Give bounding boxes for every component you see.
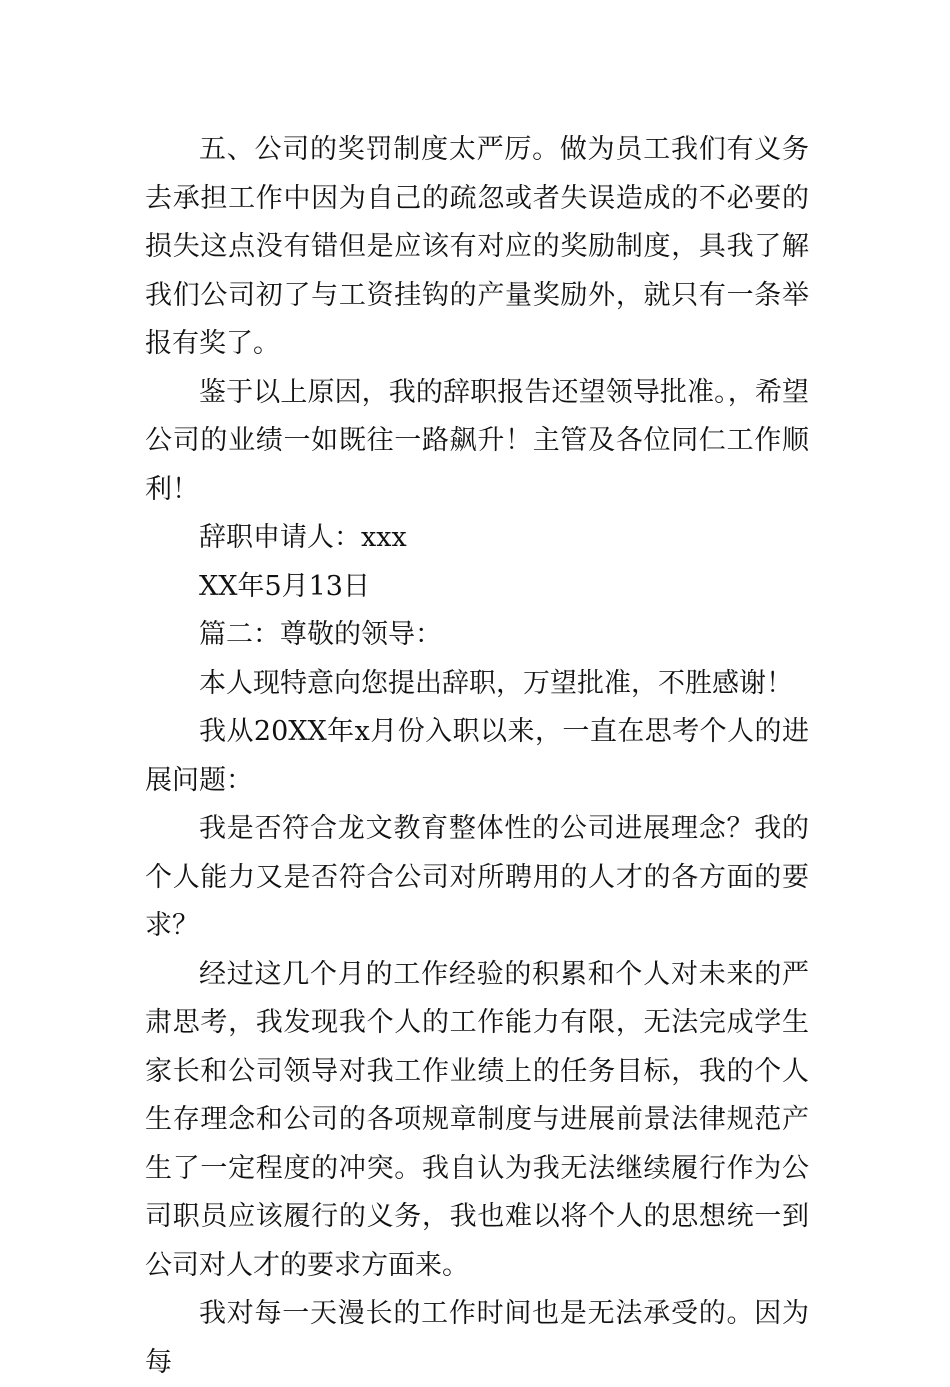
- paragraph-reward-penalty: 五、公司的奖罚制度太严厉。做为员工我们有义务去承担工作中因为自己的疏忽或者失误造成的不必要的损失这点没有错但是应该有对应的奖励制度，具我了解我们公司初了与工资挂钩的产量奖励外，就只有一条举报有奖了。: [145, 134, 809, 359]
- paragraph-conclusion: 鉴于以上原因，我的辞职报告还望领导批准。，希望公司的业绩一如既往一路飙升！主管及各位同仁工作顺利！: [145, 376, 809, 505]
- paragraph-applicant: 辞职申请人：xxx: [199, 522, 407, 553]
- paragraph-resignation-request: 本人现特意向您提出辞职，万望批准，不胜感谢！: [199, 667, 793, 699]
- paragraph-since-joining: 我从20XX年x月份入职以来，一直在思考个人的进展问题：: [145, 716, 809, 796]
- paragraph-reflection: 经过这几个月的工作经验的积累和个人对未来的严肃思考，我发现我个人的工作能力有限，无法完成学生家长和公司领导对我工作业绩上的任务目标，我的个人生存理念和公司的各项规章制度与进展前景法律规范产生了一定程度的冲突。我自认为我无法继续履行作为公司职员应该履行的义务，我也难以将个人的思想统一到公司对人才的要求方面来。: [145, 958, 809, 1281]
- paragraph-self-questions: 我是否符合龙文教育整体性的公司进展理念？我的个人能力又是否符合公司对所聘用的人才的各方面的要求？: [145, 813, 809, 941]
- document-body: [145, 126, 809, 1387]
- paragraph-section-two-heading: 篇二：尊敬的领导：: [199, 619, 442, 650]
- paragraph-working-hours: 我对每一天漫长的工作时间也是无法承受的。因为每: [145, 1298, 809, 1378]
- paragraph-date: XX年5月13日: [199, 570, 370, 602]
